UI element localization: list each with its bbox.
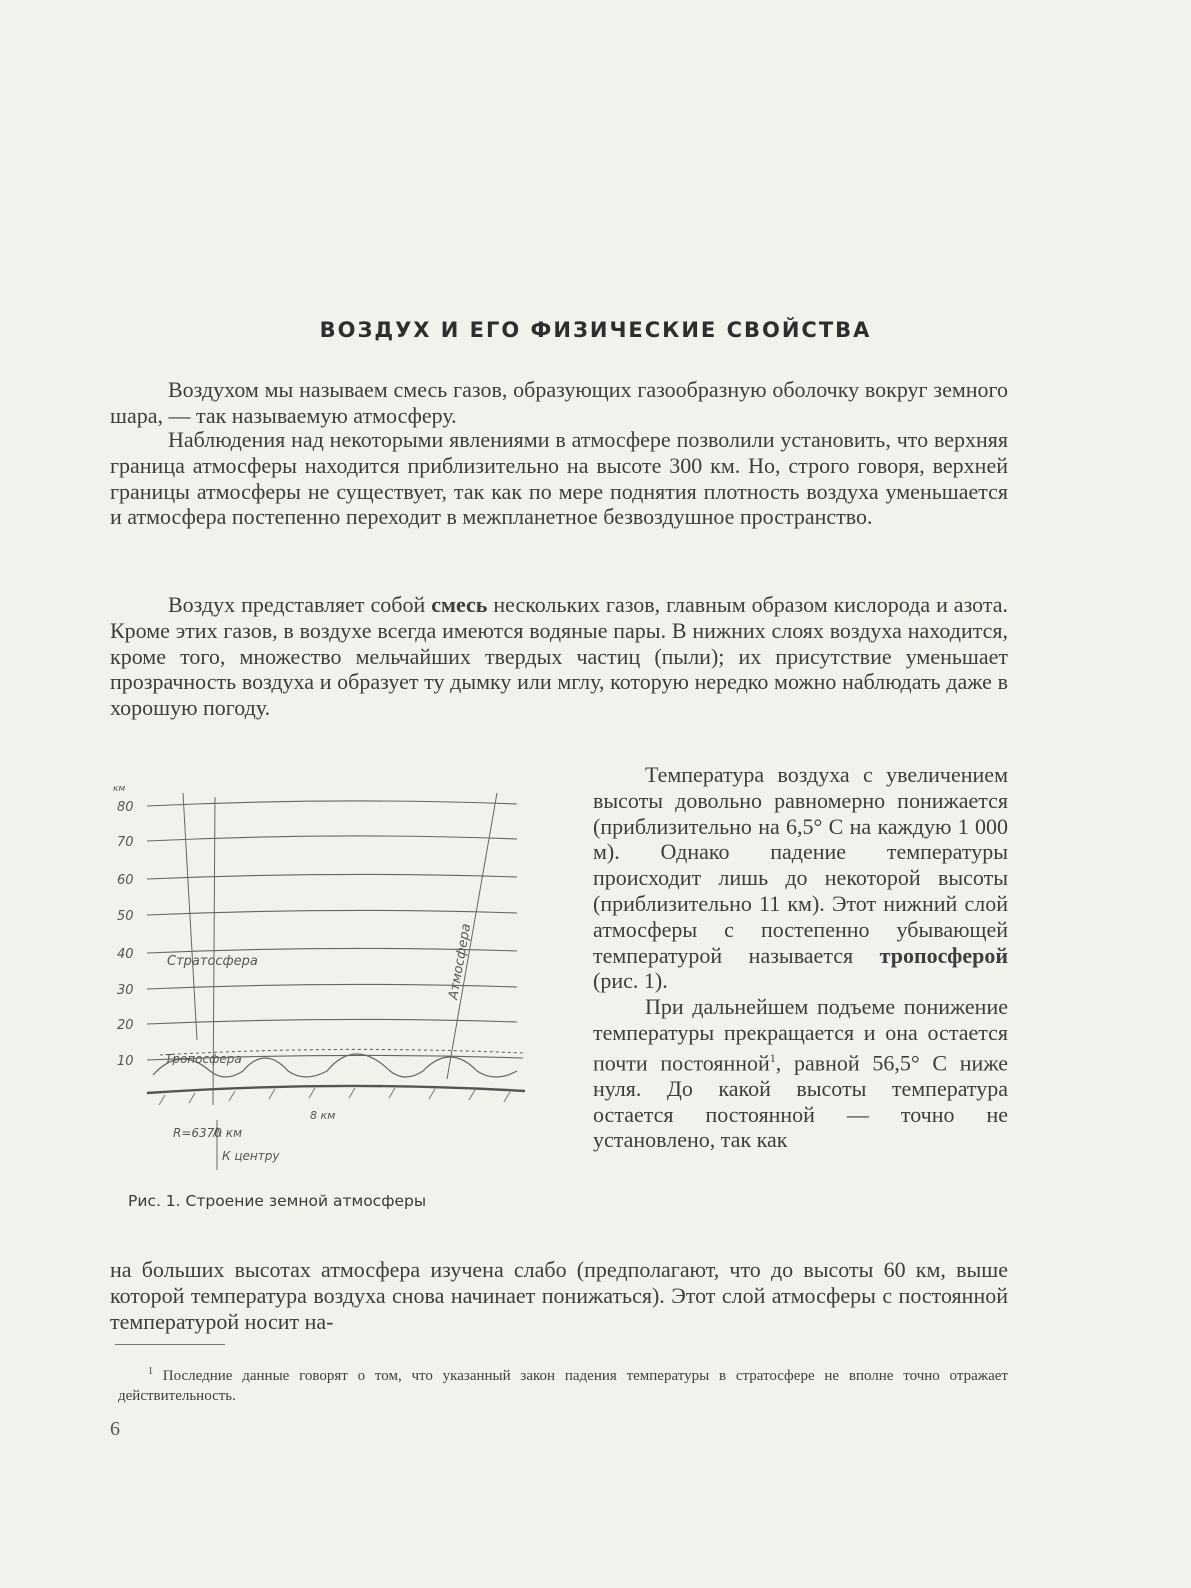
footnote-ref: 1 xyxy=(769,1050,776,1065)
earth-surface xyxy=(147,1086,525,1093)
gridline-60 xyxy=(147,874,517,879)
stratosphere-label: Стратосфера xyxy=(167,954,258,969)
altitude-label-70: 70 xyxy=(117,835,134,850)
gridline-50 xyxy=(147,910,517,915)
page-title: ВОЗДУХ И ЕГО ФИЗИЧЕСКИЕ СВОЙСТВА xyxy=(319,318,872,342)
altitude-label-10: 10 xyxy=(117,1054,134,1069)
surface-hatching xyxy=(159,1088,510,1105)
atmosphere-label: Атмосфера xyxy=(446,922,475,1001)
atmosphere-figure xyxy=(105,775,555,1170)
paragraph-3-bold: смесь xyxy=(431,592,488,617)
right-column xyxy=(593,762,1008,1153)
altitude-label-30: 30 xyxy=(117,983,134,998)
paragraph-1-text: Воздухом мы называем смесь газов, образующих газообразную оболочку вокруг земного шара, — так называемую атмосферу. xyxy=(110,377,1008,428)
footnote xyxy=(118,1362,1008,1406)
paragraph-4 xyxy=(593,762,1008,994)
altitude-unit-label: км xyxy=(113,784,126,794)
page-number: 6 xyxy=(110,1418,120,1440)
paragraph-5-part-a: При дальнейшем подъеме понижение температуры прекращается и она остается почти постоянной xyxy=(593,994,1008,1076)
paragraph-5-part-b: , равной 56,5° С ниже нуля. До какой высоты температура остается постоянной — точно не установлено, так как xyxy=(593,1050,1008,1153)
altitude-label-60: 60 xyxy=(117,873,134,888)
troposphere-label: Тропосфера xyxy=(165,1052,242,1066)
paragraph-2-text: Наблюдения над некоторыми явлениями в атмосфере позволили установить, что верхняя граница атмосферы находится приблизительно на высоте 300 км. Но, строго говоря, верхней границы атмосферы не существует, так как по мере поднятия плотность воздуха уменьшается и атмосфера постепенно переходит в межпланетное безвоздушное пространство. xyxy=(110,427,1008,530)
figure-caption: Рис. 1. Строение земной атмосферы xyxy=(128,1192,427,1210)
paragraph-4-part-a: Температура воздуха с увеличением высоты довольно равномерно понижается (приблизительно на 6,5° С на каждую 1 000 м). Однако падение температуры происходит лишь до некоторой высоты (приблизительно 11 км). Этот нижний слой атмосферы с постепенно убывающей температурой называется xyxy=(593,762,1008,968)
paragraph-6-text: на больших высотах атмосфера изучена слабо (предполагают, что до высоты 60 км, выше которой температура воздуха снова начинает понижаться). Этот слой атмосферы с постоянной температурой носит на- xyxy=(110,1257,1008,1334)
paragraph-2 xyxy=(110,427,1008,530)
altitude-label-50: 50 xyxy=(117,909,134,924)
footnote-text: Последние данные говорят о том, что указанный закон падения температуры в стратосфере не вполне точно отражает действительность. xyxy=(118,1368,1008,1404)
gridline-80 xyxy=(147,801,517,806)
footnote-marker: 1 xyxy=(148,1366,153,1377)
altitude-labels xyxy=(117,800,134,1069)
gridline-70 xyxy=(147,836,517,841)
height-8km-label: 8 км xyxy=(310,1109,336,1122)
paragraph-1 xyxy=(110,377,1008,429)
paragraph-3-text xyxy=(110,592,1008,721)
stratosphere-pointer-line xyxy=(183,793,197,1040)
bottom-paragraph xyxy=(110,1257,1008,1334)
paragraph-4-part-c: (рис. 1). xyxy=(593,968,668,994)
footnote-divider xyxy=(115,1344,225,1345)
paragraph-4-bold: тропосферой xyxy=(879,942,1008,968)
paragraph-3-part-a: Воздух представляет собой xyxy=(168,592,432,617)
to-center-label: К центру xyxy=(222,1149,280,1163)
paragraph-3-part-c: нескольких газов, главным образом кислорода и азота. Кроме этих газов, в воздухе всегда имеются водяные пары. В нижних слоях воздуха находится, кроме того, множество мельчайших твердых частиц (пыли); их присутствие уменьшает прозрачность воздуха и образует ту дымку или мглу, которую нередко можно наблюдать даже в хорошую погоду. xyxy=(110,592,1008,721)
paragraph-3 xyxy=(110,592,1008,721)
gridline-20 xyxy=(147,1019,517,1024)
earth-radius-label: R=6370 км xyxy=(173,1126,243,1140)
atmosphere-diagram xyxy=(105,775,555,1170)
altitude-label-80: 80 xyxy=(117,800,134,815)
altitude-label-40: 40 xyxy=(117,947,134,962)
paragraph-5 xyxy=(593,994,1008,1153)
altitude-label-20: 20 xyxy=(117,1018,134,1033)
